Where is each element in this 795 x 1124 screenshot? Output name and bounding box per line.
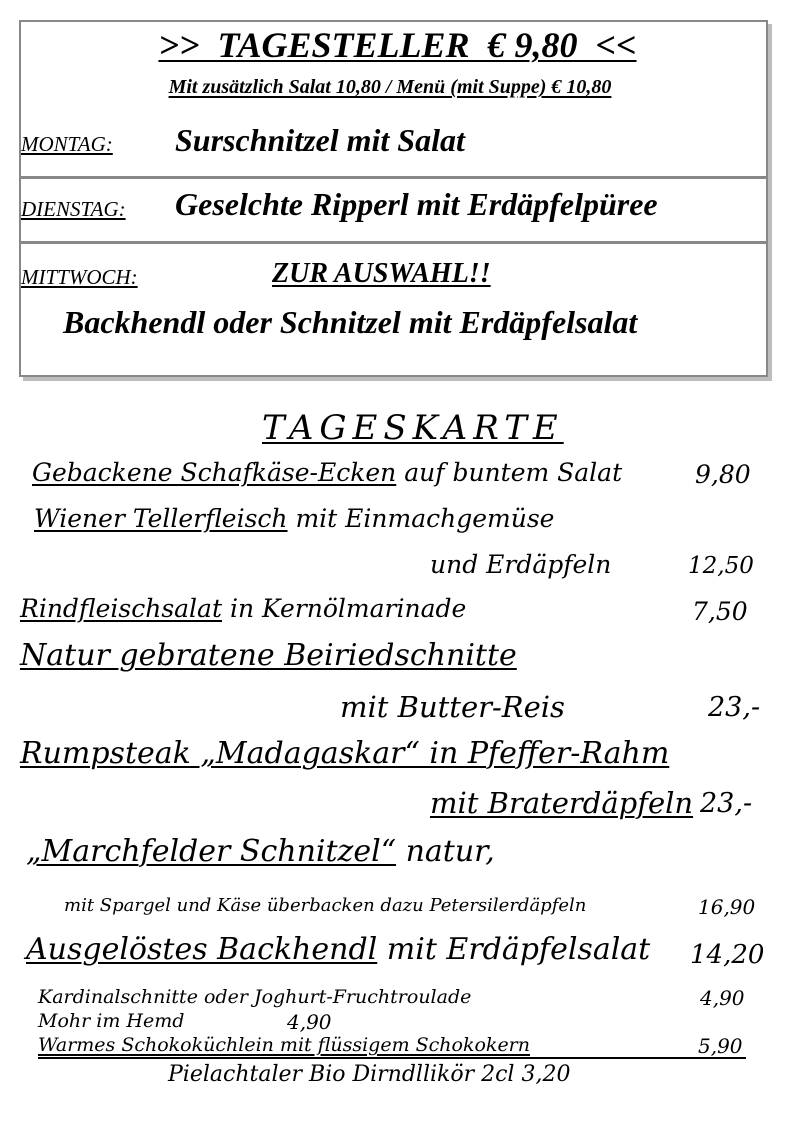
item-price: 9,80 bbox=[695, 460, 751, 489]
divider bbox=[19, 176, 768, 179]
item-desc: natur, bbox=[405, 834, 495, 869]
liqueur-line: Pielachtaler Bio Dirndllikör 2cl 3,20 bbox=[168, 1062, 571, 1087]
item-name: Wiener Tellerfleisch bbox=[34, 504, 288, 533]
day-dish-wednesday: Backhendl oder Schnitzel mit Erdäpfelsalat bbox=[63, 304, 638, 340]
menu-item bbox=[26, 932, 650, 967]
menu-item bbox=[34, 504, 554, 533]
item-desc: mit Braterdäpfeln bbox=[430, 786, 694, 820]
dessert-underline bbox=[38, 1057, 746, 1059]
tagesteller-subtitle: Mit zusätzlich Salat 10,80 / Menü (mit Suppe) € 10,80 bbox=[168, 76, 612, 98]
day-dish-monday: Surschnitzel mit Salat bbox=[175, 122, 465, 158]
item-desc-2: mit Spargel und Käse überbacken dazu Petersilerdäpfeln bbox=[64, 895, 587, 916]
item-desc: mit Erdäpfelsalat bbox=[386, 932, 651, 967]
dessert-name: Kardinalschnitte oder Joghurt-Fruchtroulade bbox=[38, 986, 472, 1008]
dessert-price: 5,90 bbox=[698, 1034, 743, 1058]
day-label-monday: MONTAG: bbox=[21, 132, 113, 156]
item-name: Rumpsteak „Madagaskar“ in Pfeffer-Rahm bbox=[20, 736, 670, 771]
day-dish-tuesday: Geselchte Ripperl mit Erdäpfelpüree bbox=[175, 186, 658, 222]
item-price: 14,20 bbox=[690, 940, 765, 970]
item-name: Natur gebratene Beiriedschnitte bbox=[20, 638, 517, 673]
item-name: Gebackene Schafkäse-Ecken bbox=[32, 458, 397, 487]
dessert-name: Mohr im Hemd bbox=[38, 1010, 185, 1032]
item-desc-2: und Erdäpfeln bbox=[430, 550, 612, 579]
dessert-name: Warmes Schokoküchlein mit flüssigem Schokokern bbox=[38, 1034, 531, 1056]
day-label-tuesday: DIENSTAG: bbox=[21, 197, 126, 221]
item-price: 23,- bbox=[708, 692, 761, 723]
item-price: 23,- bbox=[700, 788, 753, 819]
item-desc: mit Butter-Reis bbox=[340, 690, 565, 724]
item-desc: in Kernölmarinade bbox=[229, 594, 467, 623]
item-desc: auf buntem Salat bbox=[404, 458, 623, 487]
item-price: 12,50 bbox=[688, 553, 754, 579]
item-name: „Marchfelder Schnitzel“ bbox=[26, 834, 397, 869]
item-name: Rindfleischsalat bbox=[20, 594, 223, 623]
tagesteller-title: >> TAGESTELLER € 9,80 << bbox=[158, 25, 637, 65]
day-label-wednesday: MITTWOCH: bbox=[21, 265, 138, 289]
menu-item bbox=[32, 458, 622, 487]
tageskarte-heading: TAGESKARTE bbox=[262, 408, 564, 448]
item-price: 7,50 bbox=[692, 597, 748, 626]
dessert-price: 4,90 bbox=[700, 986, 745, 1010]
menu-item bbox=[26, 834, 495, 869]
item-price: 16,90 bbox=[698, 895, 756, 919]
item-name: Ausgelöstes Backhendl bbox=[26, 932, 378, 967]
menu-item bbox=[20, 594, 466, 623]
dessert-price: 4,90 bbox=[287, 1010, 332, 1034]
item-desc: mit Einmachgemüse bbox=[295, 504, 555, 533]
divider bbox=[19, 241, 768, 244]
day-choice-wednesday: ZUR AUSWAHL!! bbox=[272, 258, 491, 289]
